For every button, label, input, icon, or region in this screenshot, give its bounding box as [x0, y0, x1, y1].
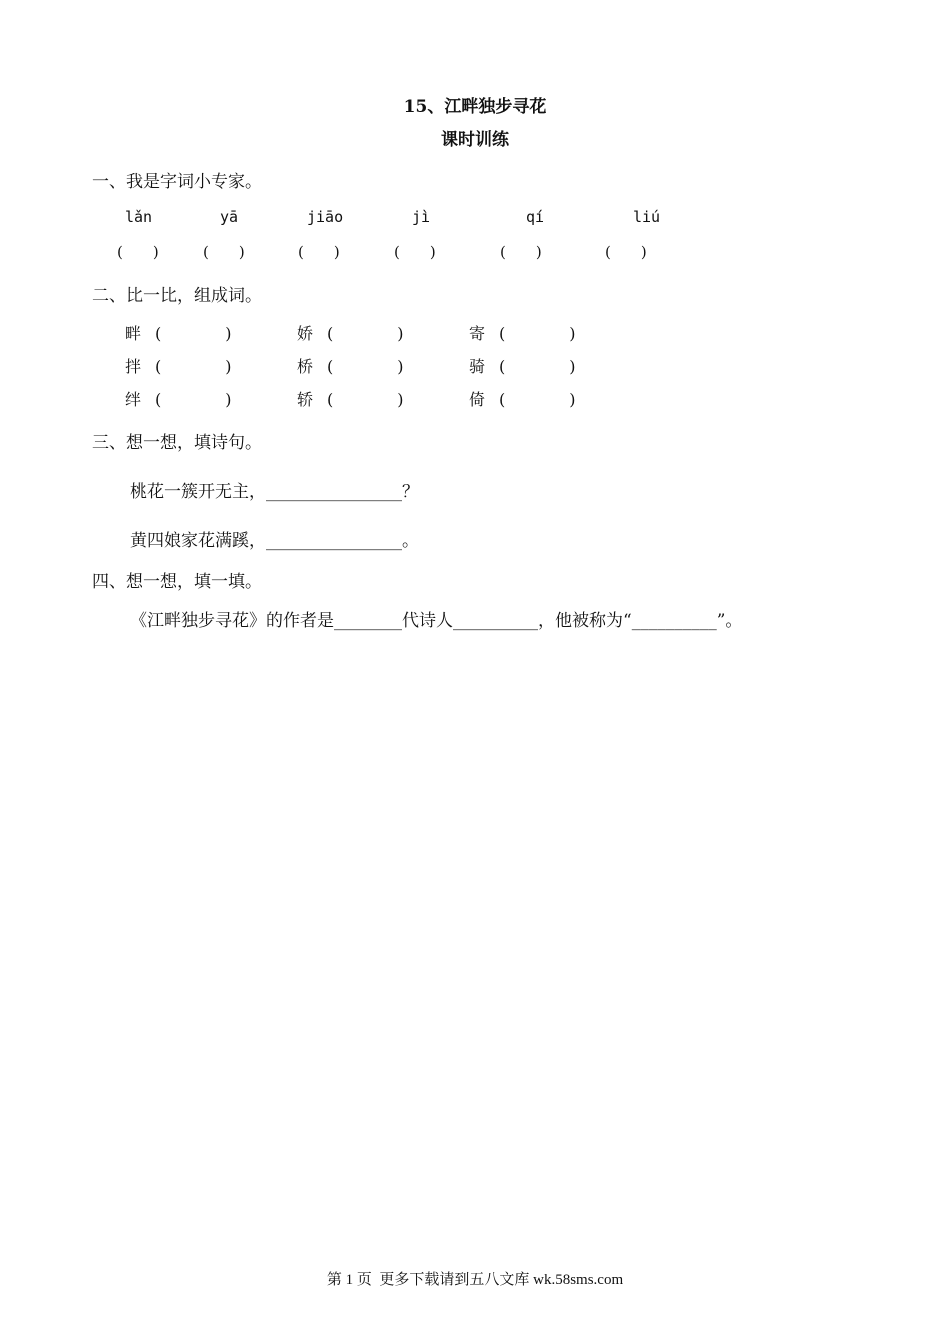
compare-item: 绊 ( ) — [125, 390, 232, 409]
q2-heading: 二、比一比，组成词。 — [92, 286, 262, 306]
pinyin-6: liú — [633, 208, 661, 226]
word-blank[interactable]: ( ) — [499, 357, 576, 376]
q4-heading: 四、想一想，填一填。 — [92, 572, 262, 592]
page-footer: 第 1 页 更多下载请到五八文库 wk.58sms.com — [326, 1272, 624, 1288]
compare-item: 倚 ( ) — [469, 390, 576, 409]
answer-blank-4[interactable]: ( ) — [394, 243, 436, 261]
answer-blank-1[interactable]: ( ) — [117, 243, 159, 261]
pinyin-2: yā — [220, 208, 239, 226]
answer-blank-2[interactable]: ( ) — [203, 243, 245, 261]
compare-item: 拌 ( ) — [125, 357, 232, 376]
compare-item: 畔 ( ) — [125, 324, 232, 343]
answer-blank-5[interactable]: ( ) — [500, 243, 542, 261]
compare-item: 桥 ( ) — [297, 357, 404, 376]
poem-line-1[interactable]: 桃花一簇开无主，________________？ — [130, 482, 419, 502]
q4-sentence[interactable]: 《江畔独步寻花》的作者是________代诗人__________，他被称为“__________”。 — [130, 611, 743, 631]
word-blank[interactable]: ( ) — [327, 357, 404, 376]
compare-item: 寄 ( ) — [469, 324, 576, 343]
pinyin-4: jì — [412, 208, 431, 226]
compare-item: 骑 ( ) — [469, 357, 576, 376]
word-blank[interactable]: ( ) — [499, 324, 576, 343]
pinyin-3: jiāo — [307, 208, 344, 226]
word-blank[interactable]: ( ) — [327, 390, 404, 409]
answer-blank-6[interactable]: ( ) — [605, 243, 647, 261]
page-subtitle: 课时训练 — [441, 130, 509, 150]
pinyin-1: lǎn — [125, 208, 153, 226]
answer-blank-3[interactable]: ( ) — [298, 243, 340, 261]
q1-heading: 一、我是字词小专家。 — [92, 172, 262, 192]
compare-item: 娇 ( ) — [297, 324, 404, 343]
compare-item: 轿 ( ) — [297, 390, 404, 409]
word-blank[interactable]: ( ) — [499, 390, 576, 409]
pinyin-5: qí — [526, 208, 545, 226]
word-blank[interactable]: ( ) — [155, 324, 232, 343]
word-blank[interactable]: ( ) — [327, 324, 404, 343]
poem-line-2[interactable]: 黄四娘家花满蹊，________________。 — [130, 531, 419, 551]
page-title: 15、江畔独步寻花 — [403, 97, 547, 117]
word-blank[interactable]: ( ) — [155, 390, 232, 409]
word-blank[interactable]: ( ) — [155, 357, 232, 376]
q3-heading: 三、想一想，填诗句。 — [92, 433, 262, 453]
